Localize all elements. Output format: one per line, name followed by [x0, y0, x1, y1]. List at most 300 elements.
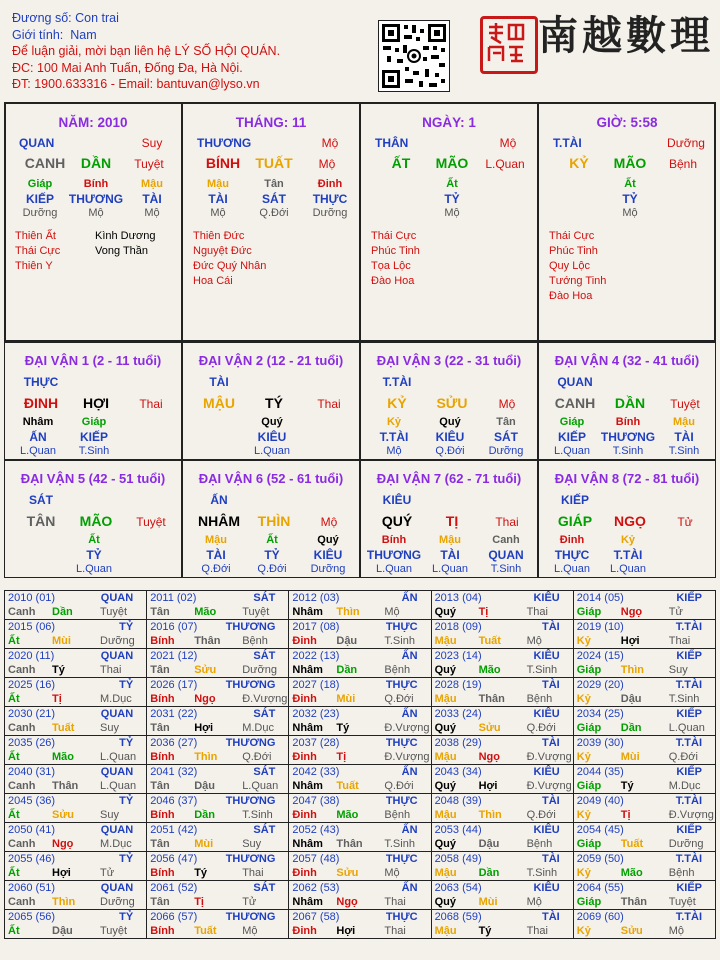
annual-year-line [577, 678, 712, 692]
hidden-god: QUAN [488, 548, 524, 562]
annual-life: Đ.Vượng [668, 809, 714, 821]
annual-cell [289, 794, 431, 823]
pillar-branch: MÃO [613, 155, 647, 171]
hidden-god: KIẾP [557, 430, 586, 444]
annual-branch: Ngọ [194, 693, 216, 705]
annual-branch: Tý [478, 925, 492, 937]
annual-life: Dưỡng [100, 635, 135, 647]
annual-life: Dưỡng [100, 896, 135, 908]
annual-row [5, 823, 716, 852]
annual-stem: Mậu [434, 635, 457, 647]
annual-pillar-line [150, 808, 285, 822]
pillar-stem: KỶ [569, 155, 589, 171]
pillar-god-life: Mộ [321, 136, 339, 150]
annual-year-line [577, 823, 712, 837]
annual-year: 2020 (11) [8, 650, 55, 662]
hidden-life: L.Quan [253, 445, 291, 457]
hidden-stem: Mậu [673, 416, 695, 428]
annual-cell [573, 620, 715, 649]
annual-branch: Thìn [620, 664, 644, 676]
hidden-god: THỰC [554, 548, 590, 562]
annual-life: Suy [668, 664, 688, 676]
annual-god: THƯƠNG [225, 679, 276, 691]
annual-year-line [577, 736, 712, 750]
star-item: Kình Dương [95, 230, 156, 242]
annual-year: 2010 (01) [8, 592, 56, 604]
hidden-life: Q.Đới [259, 207, 289, 219]
annual-stem: Canh [8, 838, 36, 850]
annual-branch: Ngọ [620, 606, 643, 618]
hidden-stem: Quý [261, 416, 283, 428]
annual-year: 2061 (52) [150, 882, 198, 894]
gender-value: Nam [70, 27, 97, 42]
annual-cell [431, 678, 573, 707]
annual-year-line [150, 678, 285, 692]
annual-year-line [292, 910, 427, 924]
annual-branch: Sửu [336, 867, 359, 879]
hidden-god: KIẾP [79, 430, 108, 444]
annual-pillar-line [150, 721, 285, 735]
annual-stem: Kỷ [576, 809, 591, 821]
annual-pillar-line [8, 663, 143, 677]
annual-god: QUAN [100, 882, 134, 894]
annual-god: ẤN [401, 708, 418, 720]
annual-branch: Hợi [478, 780, 498, 792]
annual-row [5, 765, 716, 794]
annual-life: Q.Đới [668, 751, 698, 763]
hidden-god: KIẾP [25, 192, 54, 206]
annual-cell [5, 852, 147, 881]
star-item: Thiên Y [15, 260, 53, 272]
annual-year-line [577, 910, 712, 924]
annual-life: M.Dục [100, 838, 132, 850]
annual-god: THƯƠNG [225, 737, 276, 749]
annual-god: ẤN [401, 592, 418, 604]
hidden-god: THƯƠNG [600, 430, 656, 444]
annual-cell [431, 765, 573, 794]
annual-stem: Giáp [576, 606, 602, 618]
annual-cell [147, 620, 289, 649]
annual-pillar-line [292, 750, 430, 764]
annual-life: Mộ [526, 635, 542, 647]
annual-year: 2049 (40) [576, 795, 624, 807]
annual-stem: Mậu [434, 751, 457, 763]
annual-cell [573, 794, 715, 823]
hidden-life: Mộ [444, 207, 460, 219]
annual-pillar-line [292, 924, 427, 938]
annual-year: 2069 (60) [576, 911, 624, 923]
annual-life: Tuyệt [100, 606, 128, 618]
annual-life: T.Sinh [384, 838, 415, 850]
pillar-title: GIỜ: 5:58 [596, 115, 658, 130]
annual-stem: Nhâm [292, 722, 323, 734]
hidden-god: TÀI [208, 192, 228, 206]
annual-row [5, 649, 716, 678]
hidden-stem: Bính [83, 178, 109, 190]
annual-stem: Ất [8, 751, 20, 763]
annual-pillar-line [150, 866, 285, 880]
annual-year: 2064 (55) [576, 882, 624, 894]
pillar-branch-life: Tuyệt [134, 157, 164, 171]
annual-year-line [150, 591, 285, 605]
annual-year-line [150, 649, 285, 663]
annual-year: 2029 (20) [576, 679, 624, 691]
annual-life: Thai [384, 925, 406, 937]
luck-title: ĐẠI VẬN 8 (72 - 81 tuổi) [554, 471, 700, 486]
annual-year: 2021 (12) [150, 650, 198, 662]
luck-cycle-cell [360, 342, 538, 460]
pillar-branch-life: Bệnh [668, 157, 698, 171]
annual-life: L.Quan [100, 751, 137, 763]
annual-year-line [8, 707, 143, 721]
annual-branch: Ngọ [336, 896, 358, 908]
luck-life: Tuyệt [136, 515, 166, 529]
annual-year-line [435, 620, 570, 634]
annual-branch: Tuất [336, 780, 359, 792]
annual-year-line [577, 794, 712, 808]
luck-life: Thai [495, 515, 519, 529]
annual-year: 2039 (30) [576, 737, 624, 749]
pillar-cell [360, 102, 538, 342]
annual-year: 2042 (33) [292, 766, 340, 778]
hidden-god: KIÊU [435, 430, 465, 444]
annual-pillar-line [150, 634, 285, 648]
annual-pillar-line [292, 895, 427, 909]
annual-stem: Kỷ [576, 751, 591, 763]
annual-year-line [8, 823, 143, 837]
annual-god: THƯƠNG [225, 621, 276, 633]
annual-branch: Tý [52, 664, 65, 676]
hidden-god: TỶ [444, 192, 460, 206]
annual-branch: Tị [478, 606, 489, 618]
annual-year: 2054 (45) [576, 824, 624, 836]
annual-year: 2051 (42) [150, 824, 198, 836]
annual-branch: Thân [52, 780, 79, 792]
annual-year: 2056 (47) [150, 853, 198, 865]
annual-stem: Mậu [434, 693, 457, 705]
annual-year: 2016 (07) [150, 621, 198, 633]
annual-year: 2036 (27) [150, 737, 198, 749]
annual-year: 2033 (24) [434, 708, 482, 720]
annual-life: Suy [100, 809, 119, 821]
annual-cell [147, 881, 289, 910]
hidden-stem: Quý [317, 534, 339, 546]
annual-stem: Bính [150, 751, 175, 763]
annual-year-line [8, 736, 143, 750]
annual-row [5, 852, 716, 881]
annual-life: Đ.Vượng [384, 751, 430, 763]
annual-cell [573, 910, 715, 939]
pillar-title: NGÀY: 1 [422, 115, 476, 130]
annual-branch: Ngọ [52, 838, 74, 850]
annual-life: T.Sinh [526, 664, 558, 676]
annual-pillar-line [577, 692, 712, 706]
annual-pillar-line [150, 663, 285, 677]
annual-pillar-line [577, 634, 712, 648]
annual-year-line [8, 910, 143, 924]
annual-stem: Bính [150, 867, 175, 879]
hidden-god: ẤN [29, 430, 47, 444]
annual-branch: Thân [194, 635, 221, 647]
annual-cell [573, 736, 715, 765]
annual-year: 2062 (53) [292, 882, 340, 894]
hidden-god: KIÊU [313, 548, 343, 562]
annual-year: 2068 (59) [434, 911, 482, 923]
annual-god: TÀI [542, 737, 560, 749]
annual-pillar-line [577, 895, 712, 909]
annual-pillar-line [435, 750, 570, 764]
annual-year-line [435, 823, 570, 837]
annual-year: 2041 (32) [150, 766, 198, 778]
annual-year-line [292, 794, 427, 808]
hidden-stem: Giáp [27, 178, 53, 190]
hidden-life: T.Sinh [78, 445, 110, 457]
annual-life: Đ.Vượng [242, 693, 288, 705]
hidden-god: TỶ [86, 548, 102, 562]
annual-year: 2066 (57) [150, 911, 198, 923]
annual-god: THƯƠNG [225, 853, 276, 865]
annual-branch: Hợi [336, 925, 356, 937]
annual-pillar-line [435, 808, 570, 822]
annual-life: Bệnh [242, 635, 268, 647]
annual-year: 2028 (19) [434, 679, 482, 691]
annual-god: TỶ [119, 853, 134, 865]
annual-branch: Mão [52, 751, 74, 763]
annual-year-line [150, 765, 285, 779]
owner-info [12, 10, 280, 93]
annual-cell [5, 765, 147, 794]
annual-stem: Bính [150, 809, 175, 821]
annual-god: KIÊU [533, 708, 560, 720]
annual-cell [147, 765, 289, 794]
annual-god: TỶ [119, 911, 134, 923]
luck-stem: ĐINH [23, 395, 59, 411]
stars-list-2 [95, 229, 155, 259]
star-item: Thái Cực [15, 245, 61, 257]
annual-stem: Giáp [576, 896, 602, 908]
brand-logo: 南越數理 [538, 12, 714, 59]
annual-life: Đ.Vượng [526, 780, 572, 792]
annual-life: Q.Đới [384, 693, 414, 705]
annual-life: Mộ [668, 925, 685, 937]
annual-year-line [292, 591, 427, 605]
annual-year: 2032 (23) [292, 708, 340, 720]
annual-god: T.TÀI [675, 911, 702, 923]
annual-stem: Đinh [292, 693, 317, 705]
hidden-life: Mộ [88, 207, 104, 219]
annual-branch: Tuất [194, 925, 217, 937]
annual-branch: Dậu [194, 780, 215, 792]
annual-cell [573, 649, 715, 678]
annual-branch: Tý [194, 867, 208, 879]
pillar-title: NĂM: 2010 [58, 115, 128, 130]
annual-year: 2046 (37) [150, 795, 198, 807]
annual-branch: Mùi [336, 693, 356, 705]
annual-branch: Tuất [52, 722, 75, 734]
annual-stem: Quý [434, 606, 456, 618]
annual-stem: Canh [8, 780, 36, 792]
annual-life: Thai [526, 925, 548, 937]
annual-branch: Mão [620, 867, 643, 879]
annual-year-line [150, 881, 285, 895]
luck-branch: THÌN [257, 513, 291, 529]
luck-life: Mộ [498, 397, 516, 411]
annual-branch: Tị [620, 809, 631, 821]
annual-cell [147, 910, 289, 939]
annual-year-line [292, 678, 427, 692]
annual-cell [431, 881, 573, 910]
annual-stem: Giáp [576, 780, 602, 792]
pillar-god-life: Dưỡng [667, 136, 705, 150]
stars-list [15, 229, 60, 274]
annual-god: T.TÀI [675, 853, 702, 865]
annual-year: 2058 (49) [434, 853, 482, 865]
luck-stem: KỶ [387, 395, 407, 411]
annual-life: Dưỡng [242, 664, 277, 676]
pillar-stem: CANH [24, 155, 66, 171]
hidden-life: Q.Đới [201, 563, 231, 575]
annual-cell [147, 852, 289, 881]
pillar-branch: MÃO [435, 155, 469, 171]
annual-year-line [150, 794, 285, 808]
annual-god: THỰC [385, 679, 418, 691]
star-item: Phúc Tinh [549, 245, 598, 257]
hidden-stem: Đinh [559, 534, 585, 546]
annual-pillar-line [8, 924, 143, 938]
luck-god: KIÊU [382, 493, 412, 507]
annual-year-line [435, 765, 570, 779]
annual-life: Tử [242, 896, 257, 908]
annual-stem: Tân [150, 780, 170, 792]
hidden-stem: Kỷ [386, 416, 402, 428]
pillar-cell [538, 102, 716, 342]
annual-pillar-line [292, 634, 427, 648]
luck-god: QUAN [557, 375, 593, 389]
pillar-god-life: Mộ [499, 136, 517, 150]
hidden-stem: Giáp [81, 416, 107, 428]
annual-year-line [577, 649, 712, 663]
annual-life: Tử [100, 867, 115, 879]
pillar-cell [4, 102, 182, 342]
annual-year-line [292, 649, 427, 663]
annual-branch: Hợi [194, 722, 214, 734]
luck-stem: NHÂM [198, 513, 240, 529]
annual-life: T.Sinh [384, 635, 415, 647]
annual-stem: Bính [150, 635, 175, 647]
stars-list [371, 229, 420, 289]
hidden-god: TÀI [674, 430, 694, 444]
annual-god: KIẾP [676, 650, 702, 662]
annual-stem: Giáp [576, 722, 602, 734]
annual-cell [431, 649, 573, 678]
annual-stem: Ất [8, 867, 20, 879]
annual-cell [573, 823, 715, 852]
annual-cell [431, 910, 573, 939]
hidden-life: Mộ [386, 445, 402, 457]
annual-god: THỰC [385, 621, 418, 633]
annual-stem: Bính [150, 925, 175, 937]
annual-life: Q.Đới [242, 751, 272, 763]
annual-cell [573, 591, 715, 620]
annual-life: Tuyệt [668, 896, 696, 908]
hidden-stem: Ất [624, 178, 636, 190]
annual-stem: Kỷ [576, 925, 591, 937]
annual-year: 2052 (43) [292, 824, 340, 836]
hidden-life: T.Sinh [490, 563, 522, 575]
annual-stem: Giáp [576, 664, 602, 676]
annual-branch: Thìn [52, 896, 76, 908]
annual-year: 2034 (25) [576, 708, 624, 720]
annual-pillar-line [577, 721, 712, 735]
hidden-stem: Đinh [317, 178, 343, 190]
luck-stem: MẬU [203, 395, 235, 411]
annual-pillar-line [292, 837, 427, 851]
annual-god: TỶ [119, 679, 134, 691]
annual-pillar-line [577, 605, 712, 619]
star-item: Đào Hoa [549, 290, 593, 302]
annual-stem: Kỷ [576, 635, 591, 647]
annual-life: Suy [242, 838, 262, 850]
hidden-life: L.Quan [553, 445, 591, 457]
annual-stem: Mậu [434, 809, 457, 821]
annual-pillar-line [150, 779, 285, 793]
hidden-stem: Kỷ [620, 534, 636, 546]
annual-year: 2011 (02) [150, 592, 197, 604]
annual-pillar-line [8, 866, 143, 880]
hidden-god: SÁT [262, 192, 286, 206]
annual-cell [289, 678, 431, 707]
annual-year-line [577, 707, 712, 721]
annual-year: 2057 (48) [292, 853, 340, 865]
annual-god: T.TÀI [675, 795, 702, 807]
annual-year-line [577, 881, 712, 895]
annual-stem: Quý [434, 722, 456, 734]
star-item: Thiên Đức [193, 230, 245, 242]
annual-year: 2060 (51) [8, 882, 56, 894]
annual-life: M.Dục [242, 722, 274, 734]
annual-year-line [150, 852, 285, 866]
annual-row [5, 794, 716, 823]
annual-year-line [8, 678, 143, 692]
annual-branch: Mão [336, 809, 359, 821]
annual-cell [5, 736, 147, 765]
annual-branch: Tị [52, 693, 62, 705]
annual-life: T.Sinh [242, 809, 273, 821]
luck-cycle-cell [360, 460, 538, 578]
annual-year: 2018 (09) [434, 621, 482, 633]
annual-year: 2017 (08) [292, 621, 340, 633]
annual-cell [147, 707, 289, 736]
annual-row [5, 910, 716, 939]
luck-life: Tuyệt [670, 397, 700, 411]
annual-year-line [435, 852, 570, 866]
annual-pillar-line [577, 837, 712, 851]
annual-pillar-line [150, 924, 285, 938]
annual-life: T.Sinh [526, 867, 558, 879]
annual-cell [289, 823, 431, 852]
annual-year: 2063 (54) [434, 882, 482, 894]
annual-stem: Canh [8, 722, 36, 734]
luck-title: ĐẠI VẬN 7 (62 - 71 tuổi) [376, 471, 522, 486]
red-seal-logo [480, 16, 538, 74]
annual-stem: Nhâm [292, 896, 323, 908]
annual-god: TỶ [119, 795, 134, 807]
annual-year: 2012 (03) [292, 592, 340, 604]
hidden-life: Mộ [210, 207, 226, 219]
qr-code[interactable] [378, 20, 450, 92]
annual-life: Mộ [526, 896, 542, 908]
star-item: Hoa Cái [193, 275, 233, 287]
